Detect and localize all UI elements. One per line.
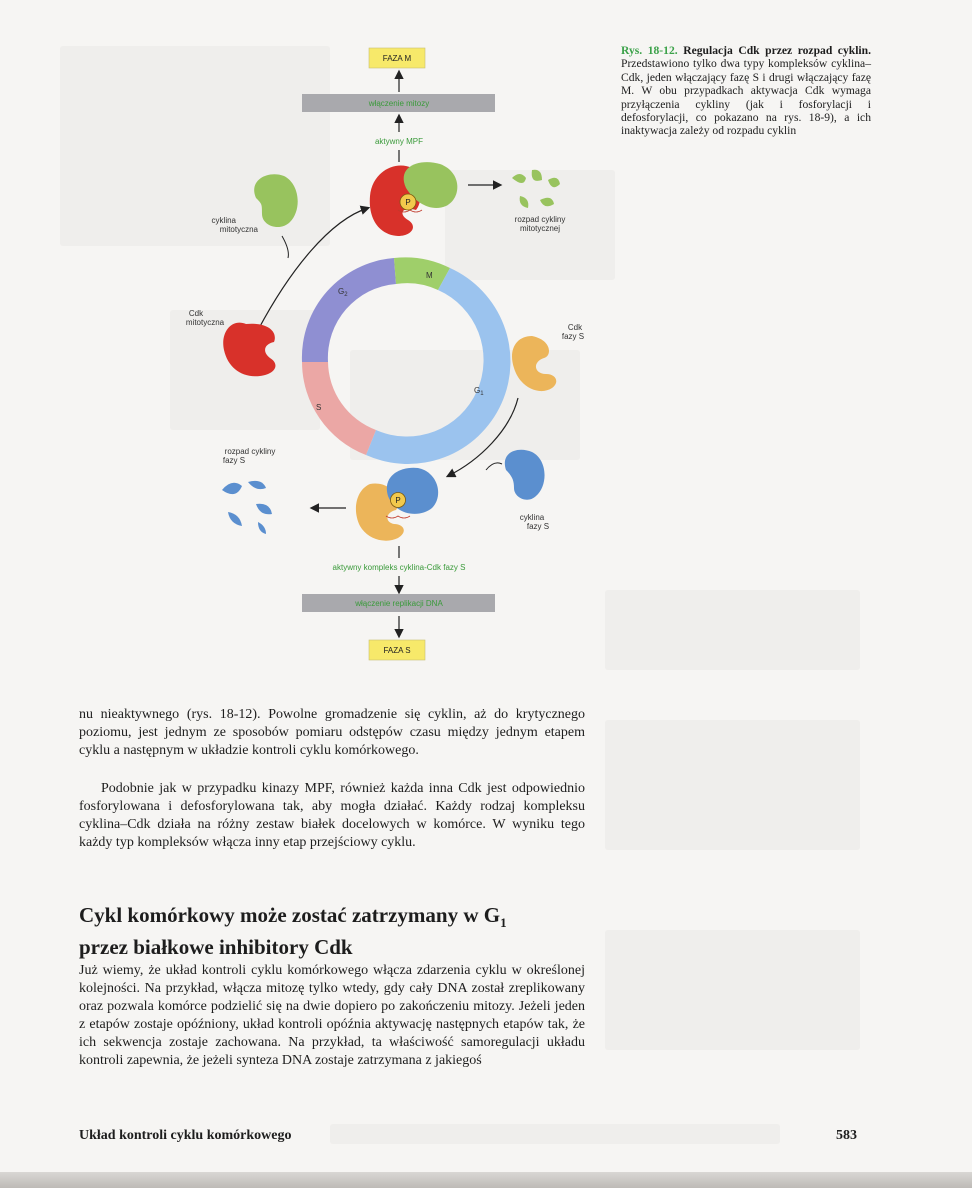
active-mpf-complex [370, 162, 458, 236]
phosphate-label: P [395, 496, 401, 505]
s-phase-cdk-label-2: fazy S [561, 332, 585, 341]
figure-caption [621, 44, 871, 138]
s-cyclin-breakdown-label-1: rozpad cykliny [224, 447, 276, 456]
heading-line-1: Cykl komórkowy może zostać zatrzymany w G [79, 903, 501, 927]
section-heading [79, 903, 585, 959]
phase-g1-segment [366, 268, 510, 464]
active-s-complex-label: aktywny kompleks cyklina-Cdk fazy S [332, 563, 466, 572]
paragraph-1: nu nieaktywnego (rys. 18-12). Powolne gromadzenie się cyklin, aż do krytycznego poziomu, jest jednym ze sposobów pomiaru odstępów czasu między jednym etapem cyklu a następnym w układzie kontroli cyklu komórkowego. [79, 707, 585, 759]
caption-text: Przedstawiono tylko dwa typy kompleksów cyklina–Cdk, jeden włączający fazę S i drugi włączający fazę M. W obu przypadkach aktywacja Cdk wymaga przyłączenia cykliny (jak i fosforylacji i defosforylacji, co pokazano na rys. 18-9), a ich inaktywacja zależy od rozpadu cyklin [621, 57, 871, 138]
heading-subscript: 1 [500, 915, 507, 931]
free-s-phase-cyclin [505, 450, 545, 500]
phase-s-segment [302, 362, 376, 455]
free-mitotic-cdk [223, 323, 275, 377]
free-s-phase-cdk [512, 336, 556, 391]
cdk-cyclin-diagram [160, 40, 600, 675]
phase-g2-segment [302, 258, 396, 362]
s-cyclin-binding-line [486, 463, 502, 470]
mitotic-cdk-label-2: mitotyczna [185, 318, 225, 327]
g2-label: $G_2$ [338, 287, 348, 298]
running-title: Układ kontroli cyklu komórkowego [79, 1128, 292, 1143]
s-cyclin-fragments [222, 481, 272, 534]
s-cyclin-breakdown-label-2: fazy S [222, 456, 246, 465]
show-through-block [605, 930, 860, 1050]
paragraph-2: Podobnie jak w przypadku kinazy MPF, również każda inna Cdk jest odpowiednio fosforylowana i defosforylowana tak, aby mogła działać. Każdy rodzaj kompleksu cyklina–Cdk działa na różny zestaw białek docelowych w komórce. W wyniku tego każdy typ kompleksów włącza inny etap przejściowy cyklu. [79, 781, 585, 851]
mitotic-cyclin-label-2: mitotyczna [219, 225, 258, 234]
page-edge [0, 1172, 972, 1188]
caption-number: Rys. 18-12. [621, 44, 678, 57]
phase-s-label: FAZA S [383, 646, 411, 655]
active-s-phase-complex [356, 468, 438, 541]
active-mpf-label: aktywny MPF [374, 137, 424, 146]
s-phase-cyclin-label-2: fazy S [526, 522, 550, 531]
mitotic-cyclin-breakdown-label-2: mitotycznej [519, 224, 561, 233]
mitosis-switch-label: włączenie mitozy [368, 99, 430, 108]
s-label: S [316, 403, 322, 412]
caption-title: Regulacja Cdk przez rozpad cyklin. [683, 44, 871, 57]
m-label: M [426, 271, 433, 280]
g1-label: $G_1$ [474, 386, 484, 397]
page-number: 583 [836, 1128, 857, 1143]
phospho-marks [386, 516, 410, 518]
mitotic-cdk-label-1: Cdk [188, 309, 204, 318]
cell-cycle-ring [302, 257, 511, 464]
paragraph-3: Już wiemy, że układ kontroli cyklu komórkowego włącza zdarzenia cyklu w określonej kolejności. Na przykład, włącza mitozę tylko wtedy, gdy cały DNA został zreplikowany oraz pozwala komórce podzielić się na dwie dopiero po zakończeniu mitozy. Jeżeli jeden z etapów zostaje opóźniony, układ kontroli opóźnia aktywację następnych etapów tak, że ich sekwencja zostaje zachowana. Na przykład, ta właściwość samoregulacji układu kontroli zapewnia, że jeżeli synteza DNA zostaje zatrzymana z jakiegoś [79, 963, 585, 1069]
s-phase-cdk-label-1: Cdk [567, 323, 583, 332]
free-mitotic-cyclin [254, 174, 298, 227]
phosphate-label: P [405, 198, 411, 207]
cyclin-binding-line [282, 236, 288, 258]
mitotic-cyclin-label-1: cyklina [211, 216, 236, 225]
show-through-block [605, 590, 860, 670]
phase-m-label: FAZA M [382, 54, 412, 63]
replication-switch-label: włączenie replikacji DNA [355, 599, 443, 608]
mitotic-cyclin-fragments [512, 170, 560, 208]
mitotic-cyclin-breakdown-label-1: rozpad cykliny [514, 215, 566, 224]
heading-line-2: przez białkowe inhibitory Cdk [79, 935, 353, 960]
show-through-block [605, 720, 860, 850]
s-phase-cyclin-label-1: cyklina [519, 513, 545, 522]
show-through-block [330, 1124, 780, 1144]
